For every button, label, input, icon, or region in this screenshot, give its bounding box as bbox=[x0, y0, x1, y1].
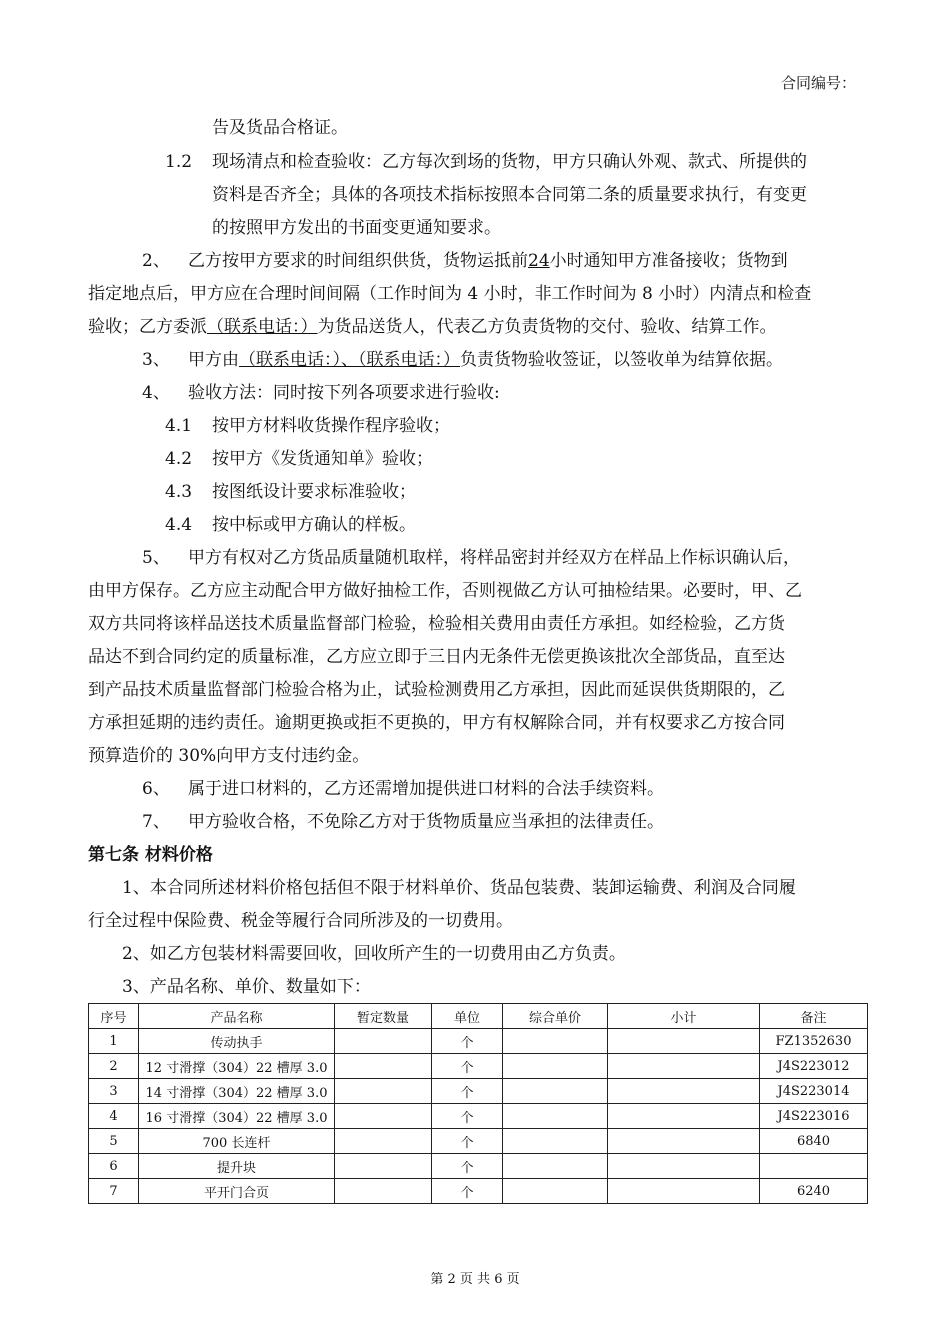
cell-unit-price bbox=[503, 1029, 608, 1054]
clause-line: 1、本合同所述材料价格包括但不限于材料单价、货品包装费、装卸运输费、利润及合同履 bbox=[122, 878, 796, 898]
table-row bbox=[89, 1079, 868, 1104]
cell-subtotal bbox=[608, 1179, 760, 1204]
clause-text: 乙方按甲方要求的时间组织供货，货物运抵前 bbox=[188, 251, 528, 271]
header-remark: 备注 bbox=[760, 1004, 868, 1029]
cell-unit: 个 bbox=[432, 1054, 503, 1079]
cell-product-name: 12 寸滑撑（304）22 槽厚 3.0 bbox=[139, 1054, 335, 1079]
cell-quantity bbox=[335, 1154, 432, 1179]
cell-remark: 6240 bbox=[760, 1179, 868, 1204]
table-row bbox=[89, 1154, 868, 1179]
cell-remark: 6840 bbox=[760, 1129, 868, 1154]
clause-line: 到产品技术质量监督部门检验合格为止，试验检测费用乙方承担，因此而延误供货期限的，乙 bbox=[88, 680, 785, 700]
cell-remark: J4S223014 bbox=[760, 1079, 868, 1104]
cell-subtotal bbox=[608, 1054, 760, 1079]
clause-line: 甲方验收合格，不免除乙方对于货物质量应当承担的法律责任。 bbox=[188, 812, 664, 832]
cell-unit-price bbox=[503, 1104, 608, 1129]
table-header-row bbox=[89, 1004, 868, 1029]
cell-unit-price bbox=[503, 1079, 608, 1104]
inspector-contact-blank-2: （联系电话：） bbox=[358, 350, 460, 370]
cell-serial: 7 bbox=[89, 1179, 139, 1204]
cell-remark: FZ1352630 bbox=[760, 1029, 868, 1054]
clause-text: 验收；乙方委派 bbox=[88, 317, 207, 337]
item-number: 1.2 bbox=[165, 152, 193, 172]
cell-quantity bbox=[335, 1079, 432, 1104]
sub-item-text: 按图纸设计要求标准验收； bbox=[212, 482, 416, 502]
clause-line: 预算造价的 30%向甲方支付违约金。 bbox=[88, 746, 370, 766]
header-serial: 序号 bbox=[89, 1004, 139, 1029]
cell-unit: 个 bbox=[432, 1154, 503, 1179]
clause-line: 2、如乙方包装材料需要回收，回收所产生的一切费用由乙方负责。 bbox=[122, 944, 626, 964]
page-footer: 第 2 页 共 6 页 bbox=[430, 1272, 520, 1287]
table-row bbox=[89, 1054, 868, 1079]
cell-quantity bbox=[335, 1179, 432, 1204]
cell-remark: J4S223012 bbox=[760, 1054, 868, 1079]
header-product-name: 产品名称 bbox=[139, 1004, 335, 1029]
cell-unit-price bbox=[503, 1054, 608, 1079]
cell-subtotal bbox=[608, 1029, 760, 1054]
cell-serial: 5 bbox=[89, 1129, 139, 1154]
cell-serial: 1 bbox=[89, 1029, 139, 1054]
sub-item-text: 按中标或甲方确认的样板。 bbox=[212, 515, 416, 535]
cell-product-name: 传动执手 bbox=[139, 1029, 335, 1054]
sub-item-number: 4.3 bbox=[165, 482, 193, 502]
clause-line: 指定地点后，甲方应在合理时间间隔（工作时间为 4 小时，非工作时间为 8 小时）内清点和检查 bbox=[88, 284, 812, 304]
cell-quantity bbox=[335, 1129, 432, 1154]
clause-line: 3、产品名称、单价、数量如下： bbox=[122, 977, 371, 997]
clause-line bbox=[88, 317, 777, 337]
product-price-table bbox=[88, 1003, 868, 1204]
cell-product-name: 700 长连杆 bbox=[139, 1129, 335, 1154]
clause-line: 属于进口材料的，乙方还需增加提供进口材料的合法手续资料。 bbox=[188, 779, 664, 799]
item-number: 3、 bbox=[142, 350, 170, 370]
cell-product-name: 14 寸滑撑（304）22 槽厚 3.0 bbox=[139, 1079, 335, 1104]
cell-remark bbox=[760, 1154, 868, 1179]
clause-line: 现场清点和检查验收：乙方每次到场的货物，甲方只确认外观、款式、所提供的 bbox=[212, 152, 807, 172]
clause-line: 验收方法：同时按下列各项要求进行验收: bbox=[188, 383, 500, 403]
delivery-contact-blank: （联系电话：） bbox=[207, 317, 318, 337]
cell-product-name: 平开门合页 bbox=[139, 1179, 335, 1204]
cell-unit-price bbox=[503, 1154, 608, 1179]
table-row bbox=[89, 1104, 868, 1129]
cell-quantity bbox=[335, 1104, 432, 1129]
sub-item-text: 按甲方《发货通知单》验收； bbox=[212, 449, 433, 469]
cell-quantity bbox=[335, 1029, 432, 1054]
cell-serial: 4 bbox=[89, 1104, 139, 1129]
cell-subtotal bbox=[608, 1129, 760, 1154]
cell-subtotal bbox=[608, 1104, 760, 1129]
clause-line: 的按照甲方发出的书面变更通知要求。 bbox=[212, 218, 501, 238]
item-number: 7、 bbox=[142, 812, 170, 832]
cell-unit-price bbox=[503, 1179, 608, 1204]
sub-item-number: 4.2 bbox=[165, 449, 193, 469]
cell-unit-price bbox=[503, 1129, 608, 1154]
item-number: 5、 bbox=[142, 548, 170, 568]
clause-text: 小时通知甲方准备接收；货物到 bbox=[549, 251, 788, 271]
cell-unit: 个 bbox=[432, 1029, 503, 1054]
item-number: 4、 bbox=[142, 383, 170, 403]
clause-line bbox=[188, 350, 783, 370]
header-quantity: 暂定数量 bbox=[335, 1004, 432, 1029]
separator: 、 bbox=[341, 350, 358, 370]
table-row bbox=[89, 1029, 868, 1054]
clause-line: 资料是否齐全；具体的各项技术指标按照本合同第二条的质量要求执行，有变更 bbox=[212, 185, 807, 205]
header-unit: 单位 bbox=[432, 1004, 503, 1029]
sub-item-number: 4.1 bbox=[165, 416, 193, 436]
clause-line: 双方共同将该样品送技术质量监督部门检验，检验相关费用由责任方承担。如经检验，乙方货 bbox=[88, 614, 785, 634]
cell-quantity bbox=[335, 1054, 432, 1079]
table-row bbox=[89, 1179, 868, 1204]
header-subtotal: 小计 bbox=[608, 1004, 760, 1029]
cell-unit: 个 bbox=[432, 1179, 503, 1204]
clause-line bbox=[188, 251, 788, 271]
sub-item-number: 4.4 bbox=[165, 515, 193, 535]
clause-line: 告及货品合格证。 bbox=[212, 118, 348, 138]
clause-line: 品达不到合同约定的质量标准，乙方应立即于三日内无条件无偿更换该批次全部货品，直至达 bbox=[88, 647, 785, 667]
clause-line: 行全过程中保险费、税金等履行合同所涉及的一切费用。 bbox=[88, 911, 513, 931]
cell-unit: 个 bbox=[432, 1129, 503, 1154]
cell-product-name: 16 寸滑撑（304）22 槽厚 3.0 bbox=[139, 1104, 335, 1129]
clause-text: 甲方由 bbox=[188, 350, 239, 370]
cell-subtotal bbox=[608, 1154, 760, 1179]
clause-line: 由甲方保存。乙方应主动配合甲方做好抽检工作，否则视做乙方认可抽检结果。必要时，甲、乙 bbox=[88, 581, 802, 601]
clause-text: 负责货物验收签证，以签收单为结算依据。 bbox=[460, 350, 783, 370]
cell-product-name: 提升块 bbox=[139, 1154, 335, 1179]
sub-item-text: 按甲方材料收货操作程序验收； bbox=[212, 416, 450, 436]
item-number: 6、 bbox=[142, 779, 170, 799]
inspector-contact-blank-1: （联系电话：） bbox=[239, 350, 341, 370]
section-heading: 第七条 材料价格 bbox=[88, 845, 213, 865]
cell-unit: 个 bbox=[432, 1079, 503, 1104]
header-unit-price: 综合单价 bbox=[503, 1004, 608, 1029]
item-number: 2、 bbox=[142, 251, 170, 271]
cell-serial: 6 bbox=[89, 1154, 139, 1179]
table-row bbox=[89, 1129, 868, 1154]
clause-line: 甲方有权对乙方货品质量随机取样，将样品密封并经双方在样品上作标识确认后， bbox=[188, 548, 800, 568]
cell-remark: J4S223016 bbox=[760, 1104, 868, 1129]
clause-text: 为货品送货人，代表乙方负责货物的交付、验收、结算工作。 bbox=[317, 317, 777, 337]
cell-serial: 2 bbox=[89, 1054, 139, 1079]
contract-number-label: 合同编号： bbox=[780, 74, 856, 92]
cell-unit: 个 bbox=[432, 1104, 503, 1129]
cell-subtotal bbox=[608, 1079, 760, 1104]
clause-line: 方承担延期的违约责任。逾期更换或拒不更换的，甲方有权解除合同，并有权要求乙方按合同 bbox=[88, 713, 785, 733]
notice-hours: 24 bbox=[528, 251, 550, 271]
cell-serial: 3 bbox=[89, 1079, 139, 1104]
